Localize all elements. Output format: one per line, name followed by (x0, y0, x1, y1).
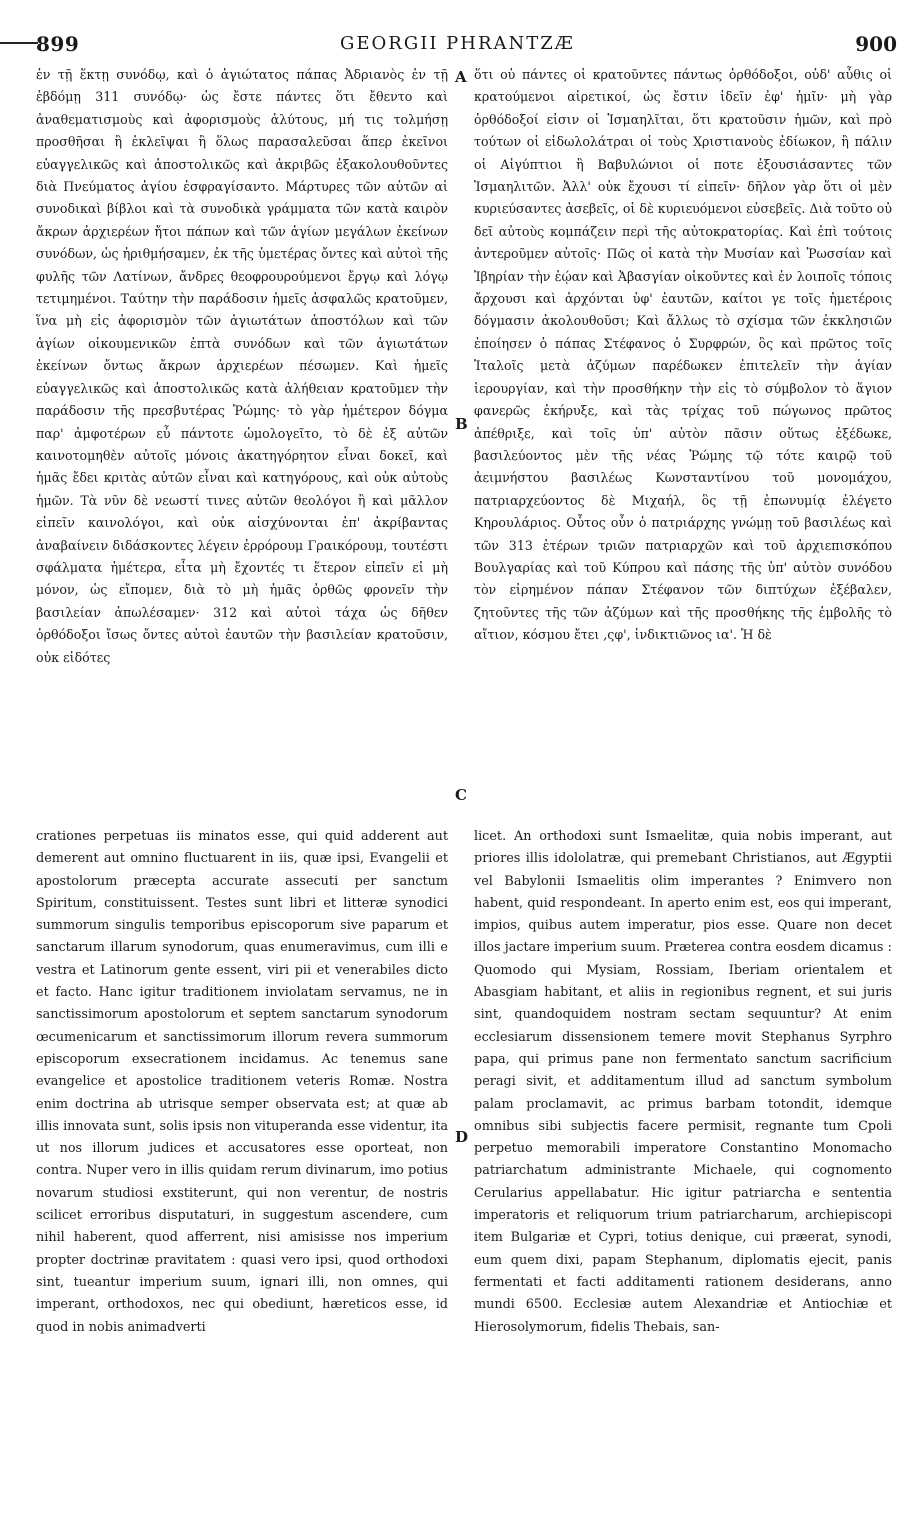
latin-column-right: licet. An orthodoxi sunt Ismaelitæ, quia nobis imperant, aut priores illis idololatræ, qui premebant Christianos, aut Ægyptii vel Babylonii Ismaelitis olim imperantes ? Enimvero non habent, quid respondeant. In aperto enim est, eos qui imperant, impios, quibus autem imperatur, pios esse. Quare non decet illos jactare imperium suum. Præterea contra eosdem dicamus : Quomodo qui Mysiam, Rossiam, Iberiam orientalem et Abasgiam habitant, et aliis in regionibus regnent, et sui juris sint, quandoquidem nostram sectam sequuntur? At enim ecclesiarum dissensionem temere movit Stephanus Syrphro papa, qui primus pane non fermentato sanctum sacrificium peragi sivit, et additamentum illud ad sanctum symbolum palam proclamavit, ac primus barbam totondit, idemque omnibus sibi subjectis facere permisit, regnante tum Cpoli perpetuo memorabili imperatore Constantino Monomacho patriarchatum administrante Michaele, qui cognomento Cerularius appellabatur. Hic igitur patriarcha e sententia imperatoris et reliquorum trium patriarcharum, archiepiscopi item Bulgariæ et Cypri, totius denique, cui præerat, synodi, eum quem dixi, papam Stephanum, diplomatis ejecit, panis fermentati et facti additamenti rationem desiderans, anno mundi 6500. Ecclesiæ autem Alexandriæ et Antiochiæ et Hierosolymorum, fidelis Thebais, san- (474, 829, 892, 1335)
margin-mark-d: D (455, 1128, 469, 1146)
margin-mark-c: C (455, 786, 467, 804)
page-number-left: 899 (36, 32, 80, 56)
margin-mark-b: B (455, 415, 468, 433)
running-header (0, 28, 923, 58)
latin-column-left: crationes perpetuas iis minatos esse, qui quid adderent aut demerent aut omnino fluctuarent in iis, quæ ipsi, Evangelii et apostolorum præcepta accurate assecuti per sanctum Spiritum, constituissent. Testes sunt libri et litteræ synodici summorum singulis temporibus episcoporum sive paparum et sanctarum illarum synodorum, quas enumeravimus, cum illi e vestra et Latinorum gente essent, viri pii et venerabiles dicto et facto. Hanc igitur traditionem inviolatam servamus, ne in sanctissimorum apostolorum et septem sanctarum synodorum œcumenicarum et sanctissimorum illorum revera summorum episcoporum exsecrationem incidamus. Ac tenemus sane evangelice et apostolice traditionem veteris Romæ. Nostra enim doctrina ab utrisque semper observata est; at quæ ab illis innovata sunt, solis ipsis non vituperanda esse videntur, ita ut nos illorum judices et accusatores esse oporteat, non contra. Nuper vero in illis quidam rerum divinarum, imo potius novarum studiosi exstiterunt, qui non verentur, de nostris scilicet erroribus disputaturi, in suggestum ascendere, cum nihil haberent, quod afferrent, nisi amisisse nos imperium propter doctrinæ pravitatem : quasi vero ipsi, quod orthodoxi sint, tueantur imperium suum, ignari illi, non omnes, qui imperant, orthodoxos, nec qui obediunt, hæreticos esse, id quod in nobis animadverti (36, 829, 448, 1335)
greek-column-left: ἐν τῇ ἕκτῃ συνόδῳ, καὶ ὁ ἁγιώτατος πάπας Ἀδριανὸς ἐν τῇ ἑβδόμῃ 311 συνόδῳ· ὡς ἔστε πάντες ὅτι ἔθεντο καὶ ἀναθεματισμοὺς καὶ ἀφορισμοὺς ἀλύτους, μή τις τολμήσῃ προσθῆσαι ἢ ἐκλεῖψαι ἢ ὅλως παρασαλεῦσαι ἅπερ ἐκεῖνοι εὐαγγελικῶς καὶ ἀποστολικῶς καὶ ἀκριβῶς ἐξακολουθοῦντες διὰ Πνεύματος ἁγίου ἐσφραγίσαντο. Μάρτυρες τῶν αὐτῶν αἱ συνοδικαὶ βίβλοι καὶ τὰ συνοδικὰ γράμματα τῶν κατὰ καιρὸν ἄκρων ἀρχιερέων ἤτοι πάπων καὶ τῶν ἁγίων μεγάλων ἐκείνων συνόδων, ὡς ἠριθμήσαμεν, ἐκ τῆς ὑμετέρας ὄντες καὶ αὐτοὶ τῆς φυλῆς τῶν Λατίνων, ἄνδρες θεοφρουρούμενοι ἔργῳ καὶ λόγῳ τετιμημένοι. Ταύτην τὴν παράδοσιν ἡμεῖς ἀσφαλῶς κρατοῦμεν, ἵνα μὴ εἰς ἀφορισμὸν τῶν ἁγιωτάτων ἀποστόλων καὶ τῶν ἁγίων οἰκουμενικῶν ἑπτὰ συνόδων καὶ τῶν ἁγιωτάτων ἐκείνων ὄντως ἄκρων ἀρχιερέων πέσωμεν. Καὶ ἡμεῖς εὐαγγελικῶς καὶ ἀποστολικῶς κατὰ ἀλήθειαν κρατοῦμεν τὴν παράδοσιν τῆς πρεσβυτέρας Ῥώμης· τὸ γὰρ ἡμέτερον δόγμα παρ' ἀμφοτέρων εὖ πάντοτε ὡμολογεῖτο, τὸ δὲ ἐξ αὐτῶν καινοτομηθὲν αὐτοῖς μόνοις ἀκατηγόρητον εἶναι δοκεῖ, καὶ ἡμᾶς ἔδει κριτὰς αὐτῶν εἶναι καὶ κατηγόρους, καὶ οὐκ αὐτοὺς ἡμῶν. Τὰ νῦν δὲ νεωστί τινες αὐτῶν θεολόγοι ἢ καὶ μᾶλλον εἰπεῖν καινολόγοι, καὶ οὐκ αἰσχύνονται ἐπ' ἀκρίβαντας ἀναβαίνειν διδάσκοντες λέγειν ἐρρόρουμ Γραικόρουμ, τουτέστι σφάλματα ἡμέτερα, εἶτα μὴ ἔχοντές τι ἕτερον εἰπεῖν εἰ μὴ μόνον, ὡς εἴπομεν, διὰ τὸ μὴ ἡμᾶς ὀρθῶς φρονεῖν τὴν βασιλείαν ἀπωλέσαμεν· 312 καὶ αὐτοὶ τάχα ὡς δῆθεν ὀρθόδοξοι ἴσως ὄντες αὐτοὶ ἑαυτῶν τὴν βασιλείαν κρατοῦσιν, οὐκ εἰδότες (36, 67, 448, 665)
page-number-right: 900 (855, 32, 897, 56)
header-rule (0, 42, 38, 44)
running-title: GEORGII PHRANTZÆ (340, 33, 575, 54)
margin-mark-a: A (455, 68, 467, 86)
greek-column-right: ὅτι οὐ πάντες οἱ κρατοῦντες πάντως ὀρθόδοξοι, οὐδ' αὖθις οἱ κρατούμενοι αἱρετικοί, ὡς ἔστιν ἰδεῖν ἐφ' ἡμῖν· μὴ γὰρ ὀρθόδοξοί εἰσιν οἱ Ἰσμαηλῖται, ὅτι κρατοῦσιν ἡμῶν, καὶ πρὸ τούτων οἱ εἰδωλολάτραι οἱ τοὺς Χριστιανοὺς ἐδίωκον, ἢ πάλιν οἱ Αἰγύπτιοι ἢ Βαβυλώνιοι οἱ ποτε ἐξουσιάσαντες τῶν Ἰσμαηλιτῶν. Ἀλλ' οὐκ ἔχουσι τί εἰπεῖν· δῆλον γὰρ ὅτι οἱ μὲν κυριεύσαντες ἀσεβεῖς, οἱ δὲ κυριευόμενοι εὐσεβεῖς. Διὰ τοῦτο οὐ δεῖ αὐτοὺς κομπάζειν περὶ τῆς αὐτοκρατορίας. Καὶ ἐπὶ τούτοις ἀντεροῦμεν αὐτοῖς· Πῶς οἱ κατὰ τὴν Μυσίαν καὶ Ῥωσσίαν καὶ Ἰβηρίαν τὴν ἑῴαν καὶ Ἀβασγίαν οἰκοῦντες καὶ ἐν λοιποῖς τόποις ἄρχουσι καὶ ἀρχόνται ὑφ' ἑαυτῶν, καίτοι γε τοῖς ἡμετέροις δόγμασιν ἀκολουθοῦσι; Καὶ ἄλλως τὸ σχίσμα τῶν ἐκκλησιῶν ἐποίησεν ὁ πάπας Στέφανος ὁ Συρφρών, ὃς καὶ πρῶτος τοῖς Ἰταλοῖς μετὰ ἀζύμων παρέδωκεν ἐπιτελεῖν τὴν ἁγίαν ἱερουργίαν, καὶ τὴν προσθήκην τὴν εἰς τὸ σύμβολον τὸ ἅγιον φανερῶς ἐκήρυξε, καὶ τὰς τρίχας τοῦ πώγωνος πρῶτος ἀπέθριξε, καὶ τοῖς ὑπ' αὐτὸν πᾶσιν οὕτως ἐξέδωκε, βασιλεύοντος μὲν τῆς νέας Ῥώμης τῷ τότε καιρῷ τοῦ ἀειμνήστου βασιλέως Κωνσταντίνου τοῦ μονομάχου, πατριαρχεύοντος δὲ Μιχαήλ, ὃς τῇ ἐπωνυμίᾳ ἐλέγετο Κηρουλάριος. Οὗτος οὖν ὁ πατριάρχης γνώμῃ τοῦ βασιλέως καὶ τῶν 313 ἑτέρων τριῶν πατριαρχῶν καὶ τοῦ ἀρχιεπισκόπου Βουλγαρίας καὶ τοῦ Κύπρου καὶ πάσης τῆς ὑπ' αὐτὸν συνόδου τὸν εἰρημένον πάπαν Στέφανον τῶν διπτύχων ἐξέβαλεν, ζητοῦντες τῆς τῶν ἀζύμων καὶ τῆς προσθήκης τῆς ἐμβολῆς τὸ αἴτιον, κόσμου ἔτει ,ςφ', ἰνδικτιῶνος ια'. Ἡ δὲ (474, 67, 892, 643)
